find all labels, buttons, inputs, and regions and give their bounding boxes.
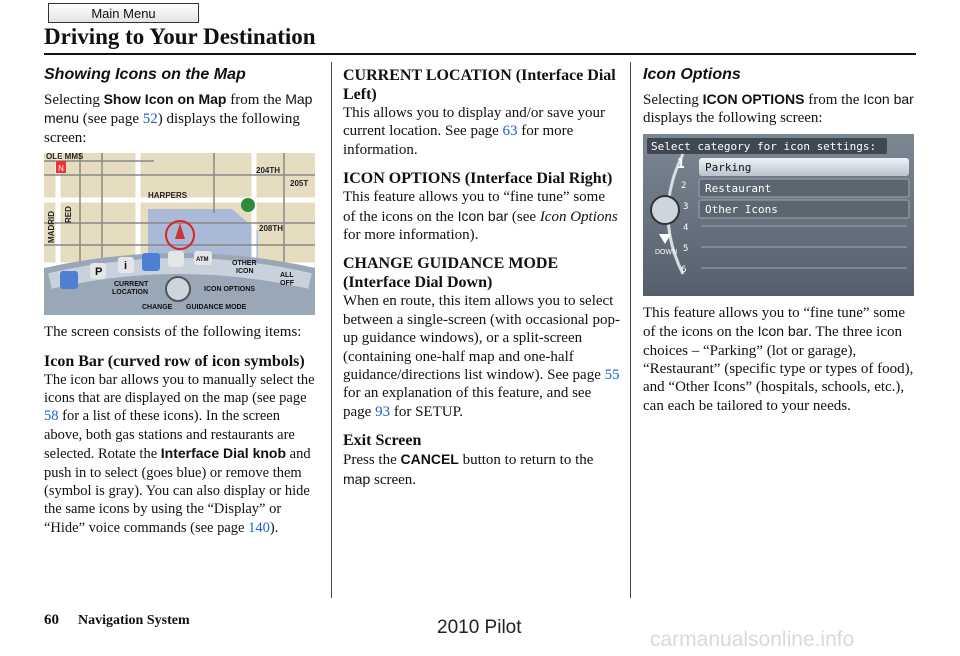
paragraph: Press the CANCEL button to return to the map screen. [343,451,594,488]
paragraph: When en route, this item allows you to select between a single-screen (with occasional pop-up guidance windows), or a split-screen (containing one-half map and one-half guidance/directions list window). See page 55 for an explanation of this feature, and see page 93 for SETUP. [343,293,620,420]
page-link[interactable]: 140 [248,519,270,536]
paragraph: Selecting Show Icon on Map from the Map menu (see page 52) displays the following screen: [44,91,313,146]
street-label: RED [64,206,73,224]
svg-text:ICON: ICON [236,268,254,276]
title-rule [44,53,916,55]
svg-text:ICON OPTIONS: ICON OPTIONS [204,286,255,294]
interface-dial-icon [166,277,190,301]
interface-dial-icon [651,196,679,224]
street-label: HARPERS [148,191,188,201]
page-link[interactable]: 93 [375,403,391,420]
screen-title: Select category for icon settings: [651,139,877,153]
street-label: OLE MMS [46,153,84,162]
list-item-label: Other Icons [705,202,778,216]
page-link[interactable]: 63 [502,123,518,140]
column-2 [343,64,621,489]
page-link[interactable]: 52 [142,111,158,128]
svg-text:2: 2 [681,180,687,191]
column-1 [44,64,320,537]
subheading: CHANGE GUIDANCE MODE (Interface Dial Down) [343,255,559,292]
list-item-label: Parking [705,160,752,174]
main-menu-button[interactable]: Main Menu [48,3,199,23]
paragraph: This feature allows you to “fine tune” some of the icons on the Icon bar. The three icon choices – “Parking” (lot or garage), “Restaurant” (specific type or types of food), and “Other Icons” (hospitals, schools, etc.), can each be tailored to your needs. [643,304,914,414]
svg-text:ALL: ALL [280,272,294,280]
paragraph: The icon bar allows you to manually select the icons that are displayed on the map (see page 58 for a list of these icons). In the screen above, both gas stations and restaurants are selected. Rotate the Interface Dial knob and push in to select (goes blue) or remove them (symbol is gray). You can also display or hide the same icons by using the “Display” or “Hide” voice commands (see page 140). [44,371,315,536]
paragraph: Selecting ICON OPTIONS from the Icon bar displays the following screen: [643,91,914,127]
svg-text:OFF: OFF [280,280,294,288]
svg-text:3: 3 [683,201,689,212]
column-3 [643,64,918,415]
svg-text:CHANGE: CHANGE [142,304,173,312]
page-number: 60 [44,612,59,628]
page-link[interactable]: 58 [44,408,59,425]
street-label: 204TH [256,166,281,176]
subheading: ICON OPTIONS (Interface Dial Right) [343,170,613,188]
subheading: Exit Screen [343,432,422,450]
svg-text:GUIDANCE MODE: GUIDANCE MODE [186,304,247,312]
svg-text:CURRENT: CURRENT [114,281,149,289]
section-heading: Icon Options [643,66,741,83]
paragraph: This feature allows you to “fine tune” some of the icons on the Icon bar (see Icon Options for more information). [343,189,618,244]
map-screenshot [44,153,315,315]
svg-text:6: 6 [681,264,687,275]
street-label: 205T [290,179,309,189]
svg-text:DOWN: DOWN [655,248,678,256]
subheading: CURRENT LOCATION (Interface Dial Left) [343,67,616,103]
svg-text:LOCATION: LOCATION [112,289,149,297]
page-link[interactable]: 55 [604,367,620,384]
list-item-label: Restaurant [705,181,772,195]
page-title: Driving to Your Destination [44,24,316,49]
footer-system-name: Navigation System [78,613,190,628]
street-label: MADRID [47,211,56,244]
street-label: 208TH [259,224,284,234]
svg-text:i: i [124,260,128,273]
model-watermark: 2010 Pilot [437,617,522,638]
site-watermark: carmanualsonline.info [650,628,855,651]
icon-options-screenshot [643,134,914,296]
svg-text:P: P [95,266,103,279]
svg-text:OTHER: OTHER [232,260,257,268]
section-heading: Showing Icons on the Map [44,66,246,83]
paragraph: This allows you to display and/or save your current location. See page 63 for more information. [343,105,606,158]
svg-text:N: N [58,164,64,174]
svg-text:ATM: ATM [196,257,209,264]
column-divider [331,62,332,598]
paragraph: The screen consists of the following items: [44,324,302,341]
svg-text:4: 4 [683,222,689,233]
svg-text:1: 1 [677,156,685,172]
column-divider [630,62,631,598]
subheading: Icon Bar (curved row of icon symbols) [44,352,305,370]
svg-text:5: 5 [683,243,689,254]
